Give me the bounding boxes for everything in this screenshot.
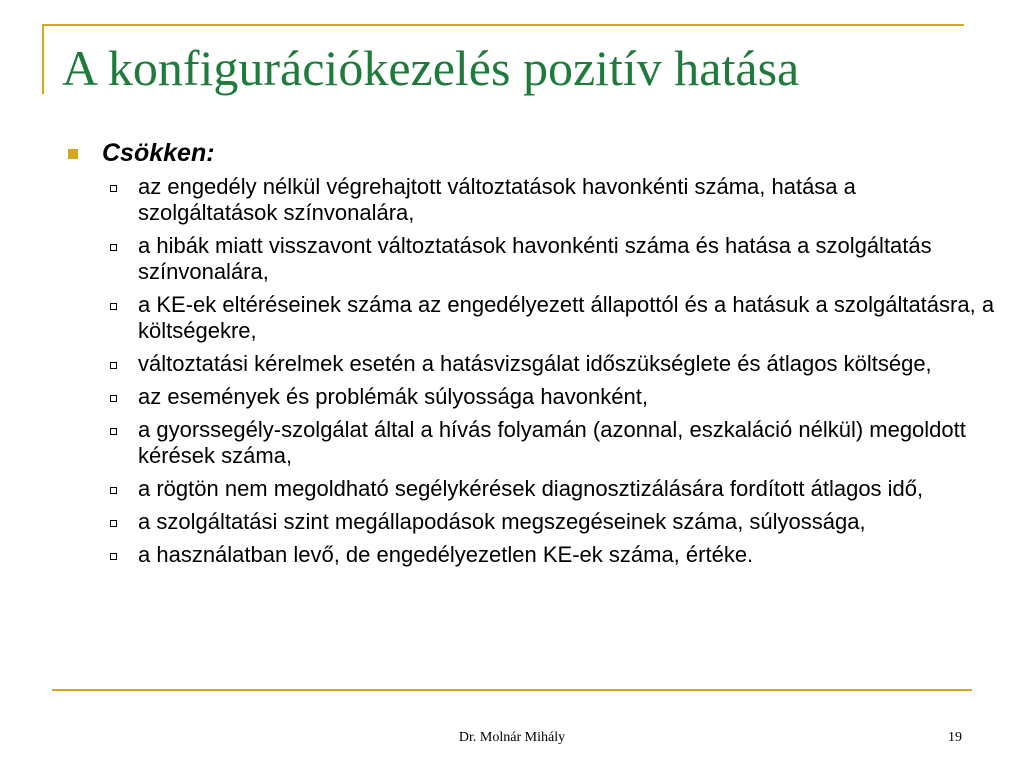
list-item-text: változtatási kérelmek esetén a hatásvizsgálat időszükséglete és átlagos költsége,	[138, 351, 932, 376]
bullet-heading	[62, 138, 962, 168]
hollow-square-bullet-icon	[110, 553, 117, 560]
list-item-text: a rögtön nem megoldható segélykérések diagnosztizálására fordított átlagos idő,	[138, 476, 924, 501]
list-item	[62, 417, 998, 469]
hollow-square-bullet-icon	[110, 428, 117, 435]
list-item	[62, 476, 998, 502]
slide-title: A konfigurációkezelés pozitív hatása	[62, 40, 800, 96]
list-item-text: a hibák miatt visszavont változtatások havonkénti száma és hatása a szolgáltatás színvonalára,	[138, 233, 932, 284]
hollow-square-bullet-icon	[110, 244, 117, 251]
list-item-text: az események és problémák súlyossága havonként,	[138, 384, 648, 409]
footer-author: Dr. Molnár Mihály	[458, 730, 566, 745]
list-item-text: a KE-ek eltéréseinek száma az engedélyezett állapottól és a hatásuk a szolgáltatásra, a költségekre,	[138, 292, 995, 343]
square-bullet-icon	[68, 149, 78, 159]
list-item	[62, 174, 998, 226]
top-frame-line	[42, 24, 964, 26]
hollow-square-bullet-icon	[110, 185, 117, 192]
hollow-square-bullet-icon	[110, 487, 117, 494]
hollow-square-bullet-icon	[110, 303, 117, 310]
list-item	[62, 351, 998, 377]
list-item	[62, 542, 998, 568]
hollow-square-bullet-icon	[110, 395, 117, 402]
list-item	[62, 384, 998, 410]
page-number: 19	[948, 730, 962, 745]
list-item	[62, 292, 998, 344]
bullet-heading-text: Csökken:	[102, 139, 215, 167]
footer-divider	[52, 689, 972, 691]
list-item-text: a használatban levő, de engedélyezetlen KE-ek száma, értéke.	[138, 542, 754, 567]
slide-content	[62, 138, 995, 575]
list-item-text: a szolgáltatási szint megállapodások megszegéseinek száma, súlyossága,	[138, 509, 866, 534]
hollow-square-bullet-icon	[110, 520, 117, 527]
list-item	[62, 233, 998, 285]
list-item	[62, 509, 998, 535]
list-item-text: a gyorssegély-szolgálat által a hívás folyamán (azonnal, eszkaláció nélkül) megoldott kérések száma,	[138, 417, 966, 468]
hollow-square-bullet-icon	[110, 362, 117, 369]
sub-bullet-list	[62, 174, 995, 568]
left-frame-line	[42, 24, 44, 94]
list-item-text: az engedély nélkül végrehajtott változtatások havonkénti száma, hatása a szolgáltatások színvonalára,	[138, 174, 856, 225]
